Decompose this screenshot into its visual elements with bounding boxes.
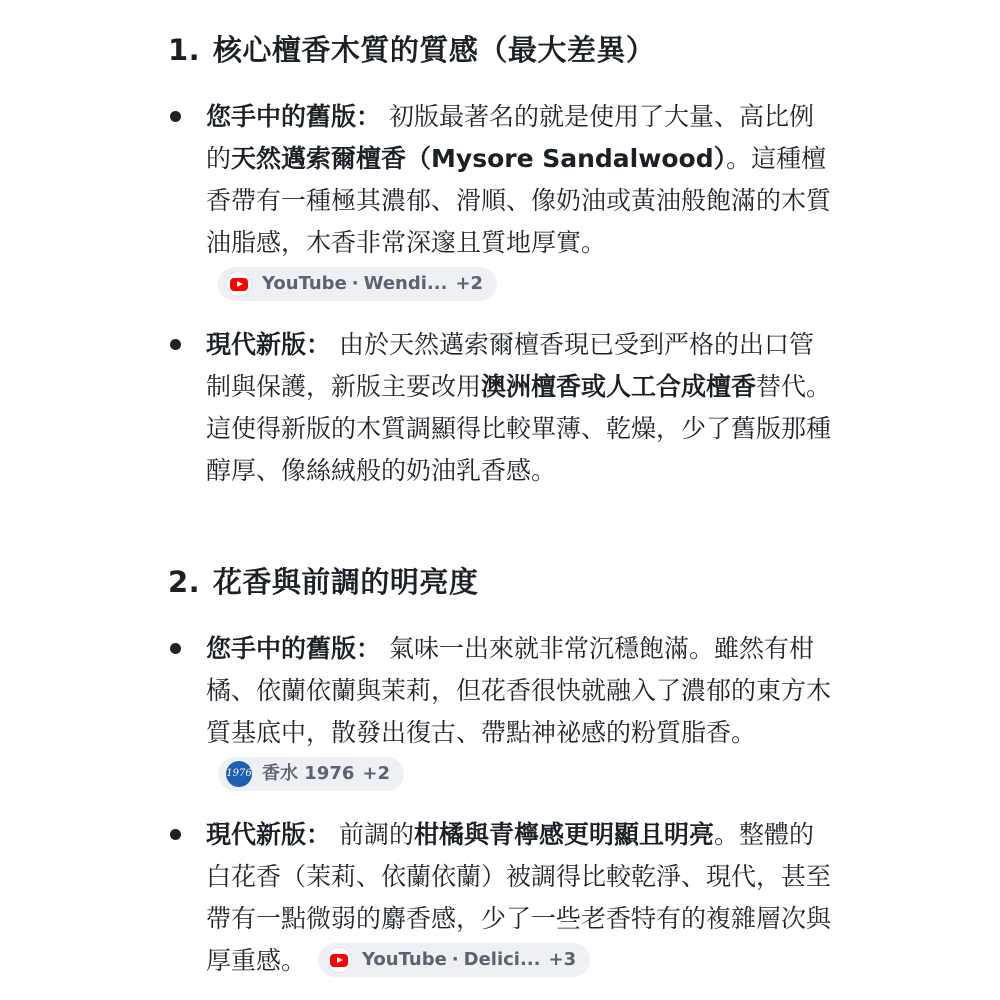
chip-more-count: +2 xyxy=(362,763,390,784)
section-heading xyxy=(168,26,848,74)
bullet-list xyxy=(168,628,848,982)
item-text: 由於天然邁索爾檀香現已受到严格的出口管制與保護，新版主要改用 xyxy=(206,330,814,401)
bullet-dot xyxy=(170,829,181,840)
bullet-dot xyxy=(170,339,181,350)
item-emphasis: 澳洲檀香或人工合成檀香 xyxy=(481,372,757,401)
youtube-icon xyxy=(226,271,252,297)
section-number: 1. xyxy=(168,33,201,67)
section-floral-top-notes xyxy=(168,558,848,982)
chip-author: Wendi... xyxy=(363,273,448,294)
item-emphasis: 天然邁索爾檀香（Mysore Sandalwood） xyxy=(231,144,727,173)
section-title: 核心檀香木質的質感（最大差異） xyxy=(212,33,656,67)
chip-source: 香水 1976 xyxy=(262,763,355,784)
item-text: 前調的 xyxy=(331,820,414,849)
item-label: 您手中的舊版： xyxy=(206,634,382,663)
bullet-dot xyxy=(170,643,181,654)
item-label: 現代新版： xyxy=(206,330,332,359)
list-item-old-version xyxy=(168,96,833,306)
perfume-1976-icon: 1976 xyxy=(226,761,252,787)
item-label: 現代新版： xyxy=(206,820,332,849)
bullet-list xyxy=(168,96,848,492)
item-text: 替代。這使得新版的木質調顯得比較單薄、乾燥，少了舊版那種醇厚、像絲絨般的奶油乳香感。 xyxy=(206,372,832,485)
item-label: 您手中的舊版： xyxy=(206,102,382,131)
chip-source: YouTube xyxy=(262,273,347,294)
item-text: 初版最著名的就是使用了大量、高比例的 xyxy=(206,102,814,173)
item-text: 。整體的白花香（茉莉、依蘭依蘭）被調得比較乾淨、現代，甚至帶有一點微弱的麝香感，少了一些老香特有的複雜層次與厚重感。 xyxy=(206,820,832,975)
list-item-old-version xyxy=(168,628,833,796)
item-emphasis: 柑橘與青檸感更明顯且明亮 xyxy=(413,820,714,849)
chip-more-count: +2 xyxy=(455,273,484,294)
chip-source: YouTube xyxy=(362,949,447,970)
section-heading xyxy=(168,558,848,606)
item-text: 氣味一出來就非常沉穩飽滿。雖然有柑橘、依蘭依蘭與茉莉，但花香很快就融入了濃郁的東方木質基底中，散發出復古、帶點神祕感的粉質脂香。 xyxy=(206,634,832,747)
youtube-icon xyxy=(326,947,352,973)
chip-separator: · xyxy=(351,273,359,294)
list-item-new-version xyxy=(168,324,833,492)
chip-author: Delici... xyxy=(463,949,541,970)
section-core-sandalwood xyxy=(168,26,848,492)
chip-separator: · xyxy=(451,949,459,970)
list-item-new-version xyxy=(168,814,833,982)
bullet-dot xyxy=(170,111,181,122)
section-title: 花香與前調的明亮度 xyxy=(212,565,479,599)
chip-more-count: +3 xyxy=(548,949,577,970)
source-chip-perfume-1976[interactable] xyxy=(218,757,404,791)
source-chip-youtube-wendi[interactable] xyxy=(218,267,497,301)
section-number: 2. xyxy=(168,565,201,599)
source-chip-youtube-delici[interactable] xyxy=(318,943,590,977)
item-text: 。這種檀香帶有一種極其濃郁、滑順、像奶油或黃油般飽滿的木質油脂感，木香非常深邃且質地厚實。 xyxy=(206,144,832,257)
